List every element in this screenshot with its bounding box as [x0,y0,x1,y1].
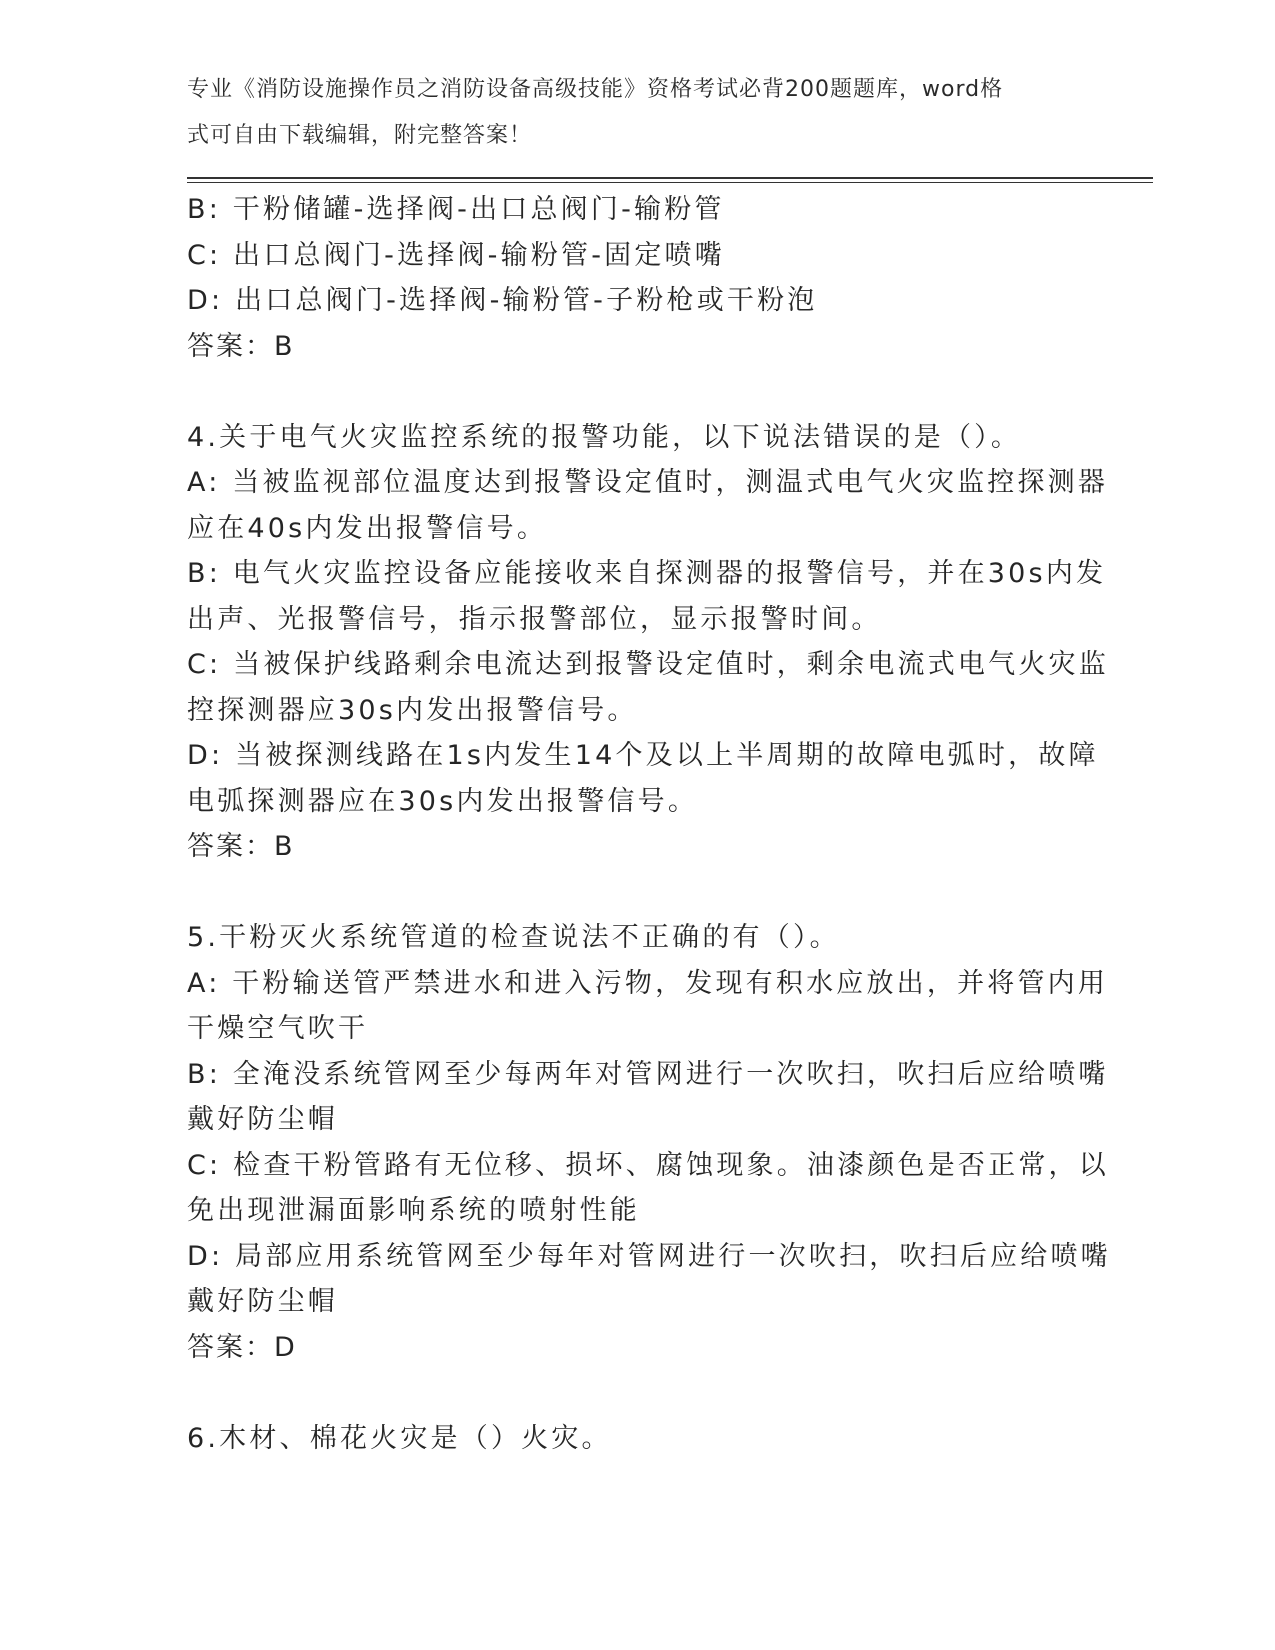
answer: 答案：B [187,330,295,362]
header-divider [187,177,1153,179]
option-line: 干燥空气吹干 [187,1013,369,1044]
question-stem: 5.干粉灭火系统管道的检查说法不正确的有（）。 [187,922,840,953]
option-line: 出声、光报警信号，指示报警部位，显示报警时间。 [187,603,882,635]
spacer [187,870,1087,916]
question-6 [187,1416,1087,1462]
option-line: 电弧探测器应在30s内发出报警信号。 [187,785,699,817]
option-line: 应在40s内发出报警信号。 [187,512,548,544]
option-line: B: 电气火灾监控设备应能接收来自探测器的报警信号，并在30s内发 [187,558,1107,589]
option-b: B: 干粉储罐-选择阀-出口总阀门-输粉管 [187,194,725,225]
header-line: 专业《消防设施操作员之消防设备高级技能》资格考试必背200题题库，word格 [187,77,1004,102]
question-stem: 6.木材、棉花火灾是（）火灾。 [187,1422,612,1454]
option-line: D: 当被探测线路在1s内发生14个及以上半周期的故障电弧时，故障 [187,740,1099,771]
option-line: A: 干粉输送管严禁进水和进入污物，发现有积水应放出，并将管内用 [187,967,1109,999]
question-content [187,187,1111,1461]
option-line: 免出现泄漏面影响系统的喷射性能 [187,1195,640,1226]
option-line: B: 全淹没系统管网至少每两年对管网进行一次吹扫，吹扫后应给喷嘴 [187,1058,1109,1090]
answer: 答案：B [187,831,295,862]
question-stem: 4.关于电气火灾监控系统的报警功能，以下说法错误的是（）。 [187,421,1022,453]
option-d: D: 出口总阀门-选择阀-输粉管-子粉枪或干粉泡 [187,285,818,316]
question-3-continued [187,187,1087,369]
option-c: C: 出口总阀门-选择阀-输粉管-固定喷嘴 [187,239,725,271]
option-line: A: 当被监视部位温度达到报警设定值时，测温式电气火灾监控探测器 [187,467,1109,498]
answer: 答案：D [187,1331,297,1363]
question-5 [187,915,1111,1370]
document-header [187,74,1067,165]
spacer [187,1370,1087,1416]
spacer [187,369,1087,415]
option-line: 戴好防尘帽 [187,1104,338,1135]
option-line: 戴好防尘帽 [187,1286,338,1317]
option-line: D: 局部应用系统管网至少每年对管网进行一次吹扫，吹扫后应给喷嘴 [187,1240,1111,1272]
option-line: 控探测器应30s内发出报警信号。 [187,694,638,726]
header-line: 式可自由下载编辑，附完整答案！ [187,122,533,148]
question-4 [187,415,1109,870]
option-line: C: 检查干粉管路有无位移、损坏、腐蚀现象。油漆颜色是否正常，以 [187,1149,1109,1181]
header-divider [187,182,1153,183]
option-line: C: 当被保护线路剩余电流达到报警设定值时，剩余电流式电气火灾监 [187,649,1109,680]
